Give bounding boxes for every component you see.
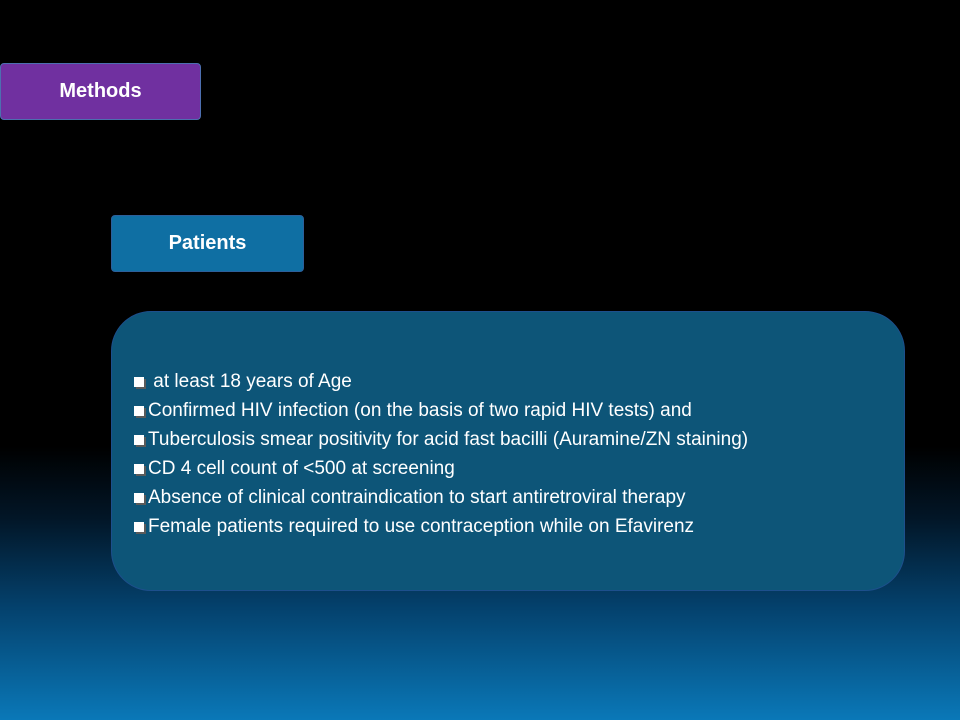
criteria-text: Confirmed HIV infection (on the basis of two rapid HIV tests) and xyxy=(148,400,692,421)
methods-label-text: Methods xyxy=(59,80,142,102)
patients-subsection-label xyxy=(111,215,304,272)
square-bullet-icon xyxy=(134,435,144,445)
patients-label-text: Patients xyxy=(168,232,247,254)
criteria-text: Tuberculosis smear positivity for acid fast bacilli (Auramine/ZN staining) xyxy=(148,429,749,450)
inclusion-criteria-panel xyxy=(111,311,905,591)
criteria-item xyxy=(134,425,904,454)
square-bullet-icon xyxy=(134,377,144,387)
criteria-item xyxy=(134,483,904,512)
criteria-text: Female patients required to use contraception while on Efavirenz xyxy=(148,516,695,537)
criteria-item xyxy=(134,454,904,483)
square-bullet-icon xyxy=(134,493,144,503)
criteria-text: CD 4 cell count of <500 at screening xyxy=(148,458,455,479)
criteria-item xyxy=(134,396,904,425)
criteria-text: at least 18 years of Age xyxy=(148,371,352,392)
square-bullet-icon xyxy=(134,522,144,532)
criteria-item xyxy=(134,367,904,396)
methods-section-label xyxy=(0,63,201,120)
criteria-text: Absence of clinical contraindication to start antiretroviral therapy xyxy=(148,487,686,508)
square-bullet-icon xyxy=(134,464,144,474)
square-bullet-icon xyxy=(134,406,144,416)
criteria-list xyxy=(134,367,904,541)
criteria-item xyxy=(134,512,904,541)
